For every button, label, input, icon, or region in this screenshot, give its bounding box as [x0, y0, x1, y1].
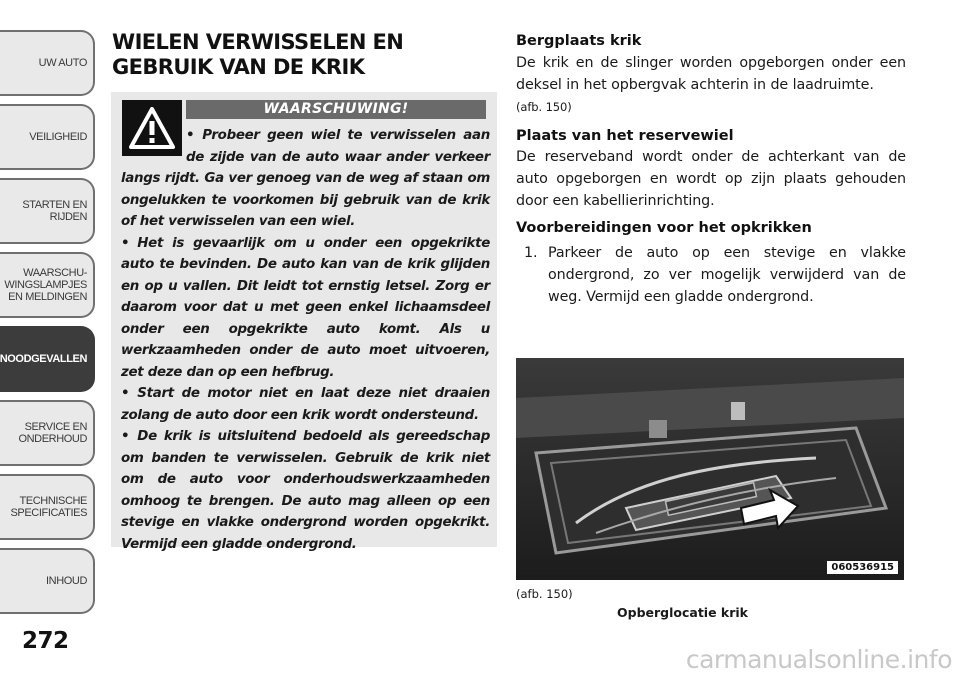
figure-caption: Opberglocatie krik	[617, 605, 748, 620]
tab-label: STARTEN EN RIJDEN	[22, 199, 87, 223]
figure-code: 060536915	[827, 561, 898, 574]
jack-location-text: De krik en de slinger worden opgeborgen onder een deksel in het opbergvak achterin in de laadruimte. (afb. 150)	[516, 55, 906, 114]
tab-label: UW AUTO	[38, 57, 87, 69]
tab-label: NOODGEVALLEN	[0, 353, 87, 365]
step-number: 1.	[524, 245, 538, 261]
tab-label: VEILIGHEID	[29, 131, 87, 143]
step-item	[524, 242, 906, 308]
page-number: 272	[22, 628, 69, 654]
tab-noodgevallen[interactable]	[0, 326, 95, 392]
step-text: Parkeer de auto op een stevige en vlakke ondergrond, zo ver mogelijk verwijderd van de weg. Vermijd een gladde ondergrond.	[548, 245, 906, 305]
section-title: WIELEN VERWISSELEN EN GEBRUIK VAN DE KRIK	[112, 30, 404, 79]
tab-label: SERVICE EN ONDERHOUD	[18, 421, 87, 445]
tab-uw-auto[interactable]	[0, 30, 95, 96]
figure-reference: (afb. 150)	[516, 100, 572, 114]
warning-header: WAARSCHUWING!	[186, 100, 486, 119]
tab-starten-en-rijden[interactable]	[0, 178, 95, 244]
tab-technische-specificaties[interactable]	[0, 474, 95, 540]
spare-wheel-text: De reserveband wordt onder de achterkant van de auto opgeborgen en wordt op zijn plaats gehouden door een kabellierinrichting.	[516, 149, 906, 209]
icon-spacer	[121, 125, 186, 165]
jack-storage-photo	[516, 358, 904, 580]
tab-label: TECHNISCHE SPECIFICATIES	[10, 495, 87, 519]
tab-waarschuwingslampjes[interactable]	[0, 252, 95, 318]
warning-bullet: • De krik is uitsluitend bedoeld als gereedschap om banden te verwisselen. Gebruik de krik niet om de auto voor onderhoudswerkzaamheden omhoog te brengen. De auto mag alleen op een stevige en vlakke ondergrond worden opgekrikt. Vermijd een gladde ondergrond.	[121, 429, 490, 552]
tab-label: WAARSCHU- WINGSLAMPJES EN MELDINGEN	[4, 267, 87, 303]
jacking-prep-heading: Voorbereidingen voor het opkrikken	[516, 220, 812, 236]
warning-bullet: • Het is gevaarlijk om u onder een opgekrikte auto te bevinden. De auto kan van de krik glijden en op u vallen. Dit leidt tot ernstig letsel. Zorg er daarom voor dat u met geen enkel lichaamsdeel onder een opgekrikte auto komt. Als u werkzaamheden onder de auto moet uitvoeren, zet deze dan op een hefbrug.	[121, 235, 490, 380]
warning-bullet: • Probeer geen wiel te verwisselen aan de zijde van de auto waar ander verkeer langs rijdt. Ga ver genoeg van de weg af staan om ongelukken te voorkomen bij gebruik van de krik of het verwisselen van een wiel.	[121, 128, 490, 229]
jack-location-heading: Bergplaats krik	[516, 33, 642, 49]
warning-text	[121, 125, 490, 555]
watermark-text: carmanualsonline.info	[685, 645, 952, 674]
tab-service-en-onderhoud[interactable]	[0, 400, 95, 466]
warning-bullet: • Start de motor niet en laat deze niet draaien zolang de auto door een krik wordt ondersteund.	[121, 386, 490, 423]
tab-veiligheid[interactable]	[0, 104, 95, 170]
figure-number: (afb. 150)	[516, 587, 573, 601]
tab-label: INHOUD	[46, 575, 87, 587]
spare-wheel-heading: Plaats van het reservewiel	[516, 128, 734, 144]
tab-inhoud[interactable]	[0, 548, 95, 614]
